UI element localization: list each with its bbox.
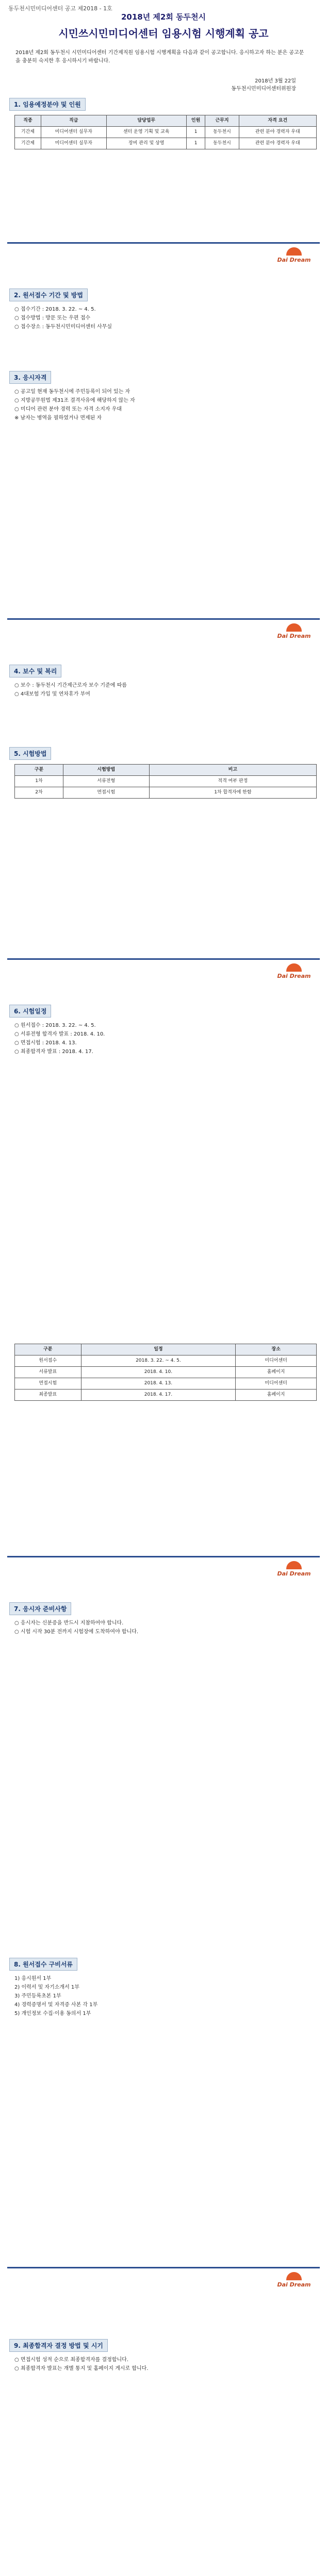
table-cell: 센터 운영 기획 및 교육: [106, 127, 186, 138]
table-cell: 관련 분야 경력자 우대: [239, 127, 316, 138]
table-row: [15, 787, 317, 799]
section-8: [9, 1958, 317, 2019]
list-item: 4) 경력증명서 및 자격증 사본 각 1부: [14, 2002, 98, 2008]
table-header: 인원: [186, 115, 205, 127]
table-cell: 동두천시: [205, 127, 239, 138]
list-item: ○ 최종합격자 발표 : 2018. 4. 17.: [14, 1049, 93, 1055]
sun-logo-icon: [286, 247, 302, 257]
table-cell: 서류발표: [15, 1367, 81, 1378]
title-line-2: 시민쓰시민미디어센터 임용시험 시행계획 공고: [58, 27, 269, 40]
section-5-title: 5. 시험방법: [9, 747, 51, 760]
table-cell: 면접시험: [63, 787, 149, 799]
table-header: 일정: [81, 1344, 236, 1355]
section-4-title: 4. 보수 및 복리: [9, 665, 61, 677]
table-cell: 미디어센터 실무자: [41, 138, 106, 149]
table-cell: 동두천시: [205, 138, 239, 149]
logo: [273, 2272, 315, 2293]
table-cell: 최종발표: [15, 1389, 81, 1401]
table-row: [15, 1389, 317, 1401]
logo-wordmark: Dai Dream: [277, 973, 311, 979]
exam-method-table: [14, 764, 317, 799]
section-9-title: 9. 최종합격자 결정 방법 및 시기: [9, 2339, 108, 2352]
table-header: 시험방법: [63, 765, 149, 776]
table-cell: 미디어센터: [236, 1355, 317, 1367]
table-header: 비고: [149, 765, 316, 776]
table-cell: 기간제: [15, 127, 41, 138]
section-5: [9, 747, 317, 799]
sun-logo-icon: [286, 623, 302, 633]
table-cell: 1차 합격자에 한함: [149, 787, 316, 799]
list-item: 2) 이력서 및 자기소개서 1부: [14, 1985, 79, 1990]
logo-wordmark: Dai Dream: [277, 257, 311, 263]
table-row: [15, 1378, 317, 1389]
table-cell: 홈페이지: [236, 1367, 317, 1378]
list-item: ○ 면접시험 : 2018. 4. 13.: [14, 1040, 77, 1046]
section-7-title: 7. 응시자 준비사항: [9, 1602, 71, 1615]
page-separator: [0, 1556, 327, 1587]
section-3: [9, 371, 317, 423]
list-item: ○ 접수장소 : 동두천시민미디어센터 사무실: [14, 324, 112, 330]
table-cell: 1차: [15, 776, 63, 787]
list-item: ○ 응시자는 신분증을 반드시 지참하여야 합니다.: [14, 1620, 124, 1626]
document-number: 동두천시민미디어센터 공고 제2018 - 1호: [8, 5, 112, 12]
issuer: 동두천시민미디어센터위원장: [231, 86, 296, 92]
table-cell: 2018. 4. 13.: [81, 1378, 236, 1389]
sun-logo-icon: [286, 963, 302, 973]
page-separator: [0, 2267, 327, 2298]
recruitment-table: [14, 115, 317, 149]
section-1-title: 1. 임용예정분야 및 인원: [9, 98, 86, 111]
list-item: ○ 미디어 관련 분야 경력 또는 자격 소지자 우대: [14, 406, 122, 412]
table-header: 장소: [236, 1344, 317, 1355]
section-9: [9, 2339, 317, 2374]
table-row: [15, 138, 317, 149]
table-cell: 2018. 3. 22. ~ 4. 5.: [81, 1355, 236, 1367]
table-header: 담당업무: [106, 115, 186, 127]
table-cell: 2018. 4. 17.: [81, 1389, 236, 1401]
section-3-title: 3. 응시자격: [9, 371, 51, 384]
list-item: ○ 면접시험 성적 순으로 최종합격자를 결정합니다.: [14, 2357, 128, 2363]
list-item: 5) 개인정보 수집·이용 동의서 1부: [14, 2011, 91, 2016]
section-8-title: 8. 원서접수 구비서류: [9, 1958, 77, 1971]
table-row: [15, 776, 317, 787]
table-header: 구분: [15, 765, 63, 776]
table-row: [15, 127, 317, 138]
logo-wordmark: Dai Dream: [277, 1570, 311, 1577]
title-line-1: 2018년 제2회 동두천시: [121, 12, 206, 22]
list-item: ○ 4대보험 가입 및 연차휴가 부여: [14, 691, 90, 697]
list-item: ○ 접수기간 : 2018. 3. 22. ~ 4. 5.: [14, 307, 96, 312]
table-header: 구분: [15, 1344, 81, 1355]
table-cell: 홈페이지: [236, 1389, 317, 1401]
logo-wordmark: Dai Dream: [277, 633, 311, 639]
page-separator: [0, 618, 327, 649]
logo: [273, 623, 315, 644]
list-item: ○ 최종합격자 발표는 개별 통지 및 홈페이지 게시로 합니다.: [14, 2366, 149, 2371]
table-cell: 면접시험: [15, 1378, 81, 1389]
section-2: [9, 289, 317, 332]
intro-paragraph: 2018년 제2회 동두천시 시민미디어센터 기간제직원 임용시험 시행계획을 다음과 같이 공고합니다. 응시하고자 하는 분은 공고문을 충분히 숙지한 후 응시하시기 바랍니다.: [15, 50, 304, 64]
list-item: ○ 원서접수 : 2018. 3. 22. ~ 4. 5.: [14, 1023, 96, 1028]
section-2-title: 2. 원서접수 기간 및 방법: [9, 289, 88, 301]
table-header: 직종: [15, 115, 41, 127]
list-item: ○ 지방공무원법 제31조 결격사유에 해당하지 않는 자: [14, 398, 135, 403]
list-item: 3) 주민등록초본 1부: [14, 1993, 61, 1999]
table-cell: 미디어센터: [236, 1378, 317, 1389]
table-row: [15, 1355, 317, 1367]
schedule-table-block: [9, 1340, 317, 1401]
logo: [273, 247, 315, 268]
table-header: 직급: [41, 115, 106, 127]
section-1: [9, 98, 317, 149]
issue-date-block: [231, 77, 296, 93]
table-cell: 2018. 4. 10.: [81, 1367, 236, 1378]
logo: [273, 963, 315, 984]
section-7: [9, 1602, 317, 1637]
table-cell: 장비 관리 및 상영: [106, 138, 186, 149]
table-cell: 기간제: [15, 138, 41, 149]
table-cell: 관련 분야 경력자 우대: [239, 138, 316, 149]
logo: [273, 1561, 315, 1582]
sun-logo-icon: [286, 1561, 302, 1570]
list-item: ○ 서류전형 합격자 발표 : 2018. 4. 10.: [14, 1031, 105, 1037]
table-cell: 원서접수: [15, 1355, 81, 1367]
logo-wordmark: Dai Dream: [277, 2281, 311, 2288]
table-row: [15, 1367, 317, 1378]
table-cell: 2차: [15, 787, 63, 799]
section-6-title: 6. 시험일정: [9, 1005, 51, 1018]
issue-date: 2018년 3월 22일: [255, 78, 296, 84]
list-item: ○ 접수방법 : 방문 또는 우편 접수: [14, 315, 91, 321]
table-cell: 서류전형: [63, 776, 149, 787]
sun-logo-icon: [286, 2272, 302, 2281]
table-cell: 1: [186, 127, 205, 138]
document-header: [0, 11, 327, 40]
section-4: [9, 665, 317, 699]
list-item: ○ 공고일 현재 동두천시에 주민등록이 되어 있는 자: [14, 389, 130, 395]
page-separator: [0, 242, 327, 273]
section-6: [9, 1005, 317, 1057]
table-cell: 미디어센터 실무자: [41, 127, 106, 138]
table-header: 자격 요건: [239, 115, 316, 127]
page-separator: [0, 958, 327, 989]
list-item: ○ 보수 : 동두천시 기간제근로자 보수 기준에 따름: [14, 683, 127, 688]
table-header: 근무지: [205, 115, 239, 127]
table-cell: 1: [186, 138, 205, 149]
list-item: 1) 응시원서 1부: [14, 1976, 52, 1981]
list-item: ○ 시험 시작 30분 전까지 시험장에 도착하여야 합니다.: [14, 1629, 139, 1635]
list-item: ※ 남자는 병역을 필하였거나 면제된 자: [14, 415, 102, 421]
table-cell: 적격 여부 판정: [149, 776, 316, 787]
schedule-table: [14, 1344, 317, 1401]
